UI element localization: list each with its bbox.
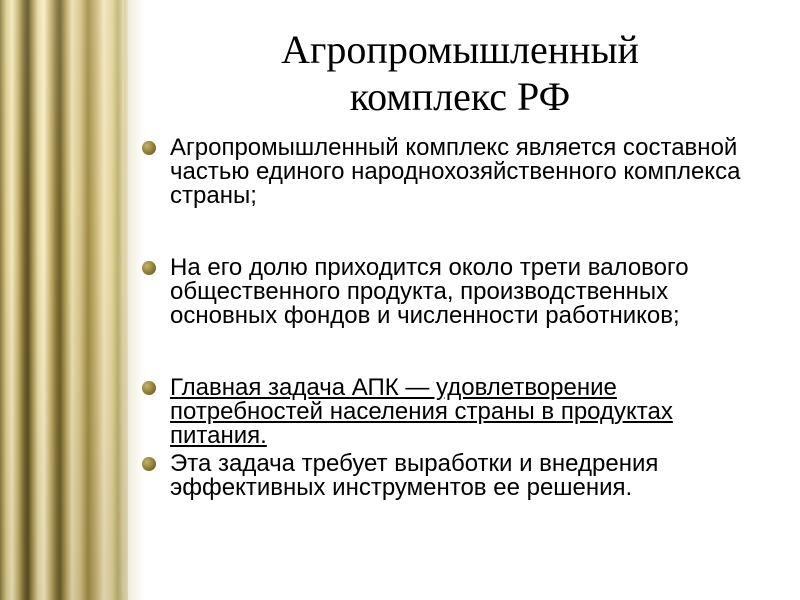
round-bullet-icon: [142, 381, 156, 395]
bullet-item: [140, 452, 760, 500]
bullet-item: [140, 136, 760, 208]
bullet-item: [140, 256, 760, 328]
bullet-text-underlined[interactable]: Главная задача АПК — удовлетворение потребностей населения страны в продуктах питания.: [170, 374, 673, 449]
bullet-text: На его долю приходится около трети валового общественного продукта, производственных основных фондов и численности работников;: [170, 254, 689, 329]
bullet-text: Агропромышленный комплекс является составной частью единого народнохозяйственного комплекса страны;: [170, 134, 741, 209]
round-bullet-icon: [142, 261, 156, 275]
round-bullet-icon: [142, 457, 156, 471]
slide-title: [140, 26, 780, 120]
slide-title-line-2: комплекс РФ: [349, 74, 571, 119]
round-bullet-icon: [142, 141, 156, 155]
bullet-list: [140, 136, 760, 500]
slide-title-line-1: Агропромышленный: [281, 27, 639, 72]
bullet-item: [140, 376, 760, 448]
decorative-gold-band: [0, 0, 128, 600]
bullet-text: Эта задача требует выработки и внедрения эффективных инструментов ее решения.: [170, 450, 659, 501]
